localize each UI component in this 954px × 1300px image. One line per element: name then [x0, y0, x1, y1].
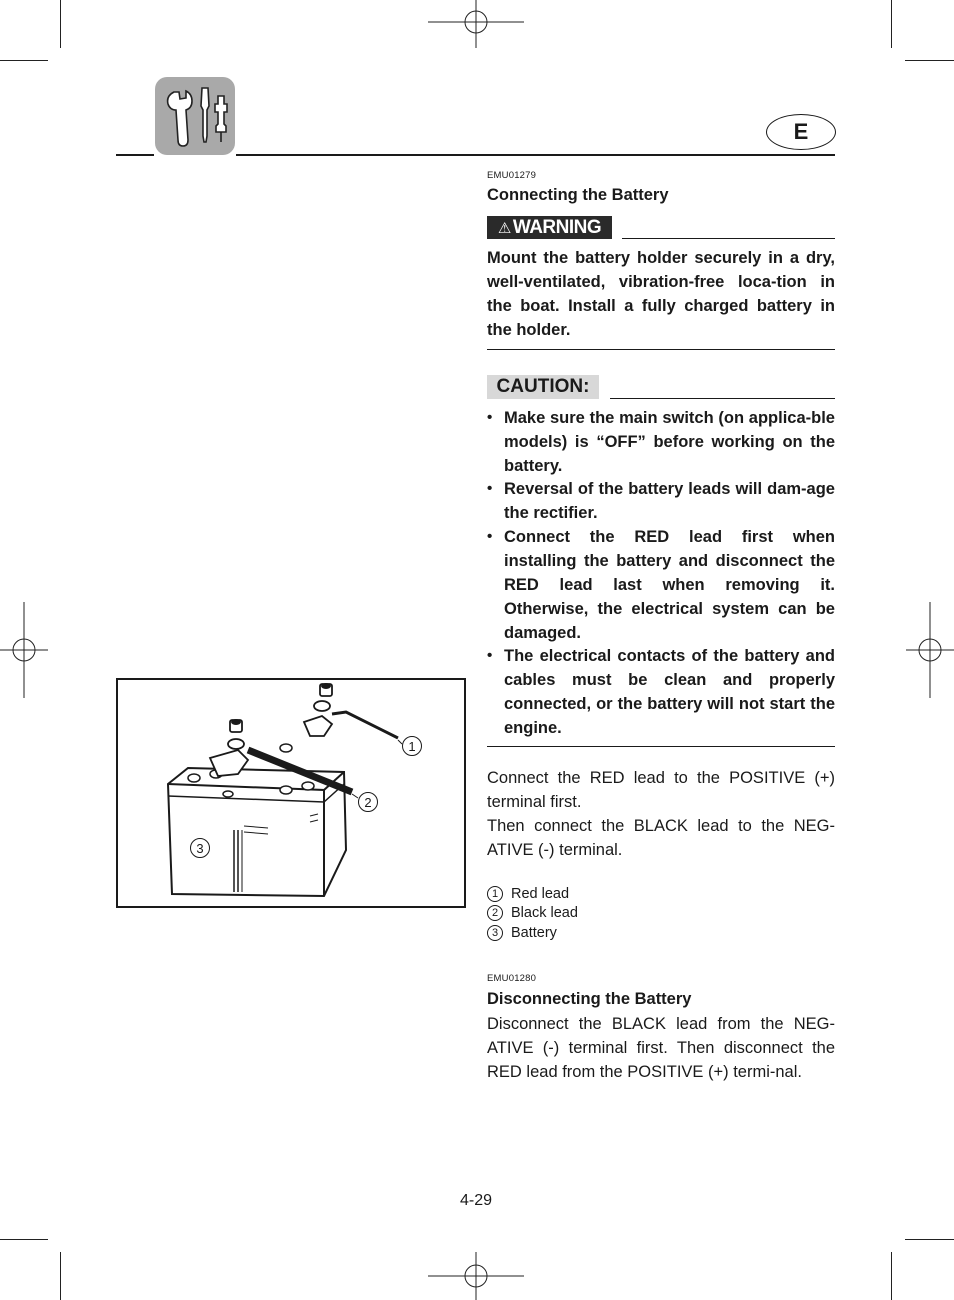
warning-rule [622, 238, 835, 239]
caution-item-text: The electrical contacts of the battery and cables must be clean and properly connected, or the battery will not start the engine. [504, 647, 835, 737]
legend-item [487, 923, 557, 942]
legend-item [487, 884, 569, 903]
legend-number: 3 [487, 925, 503, 941]
registration-mark-left [0, 602, 48, 698]
caution-item-text: Connect the RED lead first when installing the battery and disconnect the RED lead last when removing it. Otherwise, the electrical system can be damaged. [504, 528, 835, 642]
registration-mark-top [428, 0, 524, 48]
legend-item [487, 903, 578, 922]
callout-number: 1 [402, 736, 422, 756]
legend-label: Red lead [511, 885, 570, 902]
warning-text: Mount the battery holder securely in a dry, well-ventilated, vibration-free loca-tion in the boat. Install a fully charged battery in the holder. [487, 249, 835, 339]
warning-triangle-icon: ⚠ [497, 219, 511, 237]
page-number: 4-29 [459, 1192, 493, 1209]
section-code: EMU01279 [487, 170, 537, 181]
legend-label: Battery [511, 924, 557, 941]
caution-rule [610, 398, 835, 399]
tools-icon [154, 76, 236, 156]
warning-label: WARNING [512, 216, 602, 238]
legend-number: 2 [487, 905, 503, 921]
body-paragraph: Then connect the BLACK lead to the NEG-ATIVE (-) terminal. [487, 817, 835, 859]
header-rule-right [236, 154, 835, 156]
caution-end-rule [487, 746, 835, 747]
callout-number: 3 [190, 838, 210, 858]
caution-item-text: Make sure the main switch (on applica-ble models) is “OFF” before working on the battery. [504, 409, 835, 475]
bullet-icon: • [487, 409, 493, 426]
registration-mark-right [906, 602, 954, 698]
bullet-icon: • [487, 647, 493, 664]
battery-figure [116, 678, 466, 908]
body-paragraph: Disconnect the BLACK lead from the NEG-ATIVE (-) terminal first. Then disconnect the RED lead from the POSITIVE (+) termi-nal. [487, 1015, 835, 1081]
section-code: EMU01280 [487, 973, 537, 984]
section-title: Disconnecting the Battery [487, 990, 692, 1008]
legend-number: 1 [487, 886, 503, 902]
warning-badge [487, 216, 612, 239]
body-paragraph: Connect the RED lead to the POSITIVE (+) terminal first. [487, 769, 835, 811]
bullet-icon: • [487, 480, 493, 497]
legend-label: Black lead [511, 904, 578, 921]
battery-illustration [118, 680, 464, 906]
section-title: Connecting the Battery [487, 186, 669, 204]
registration-mark-bottom [428, 1252, 524, 1300]
bullet-icon: • [487, 528, 493, 545]
language-badge: E [766, 114, 836, 150]
header-rule-left [116, 154, 154, 156]
callout-number: 2 [358, 792, 378, 812]
caution-item-text: Reversal of the battery leads will dam-age the rectifier. [504, 480, 835, 522]
caution-badge: CAUTION: [487, 375, 599, 399]
warning-end-rule [487, 349, 835, 350]
